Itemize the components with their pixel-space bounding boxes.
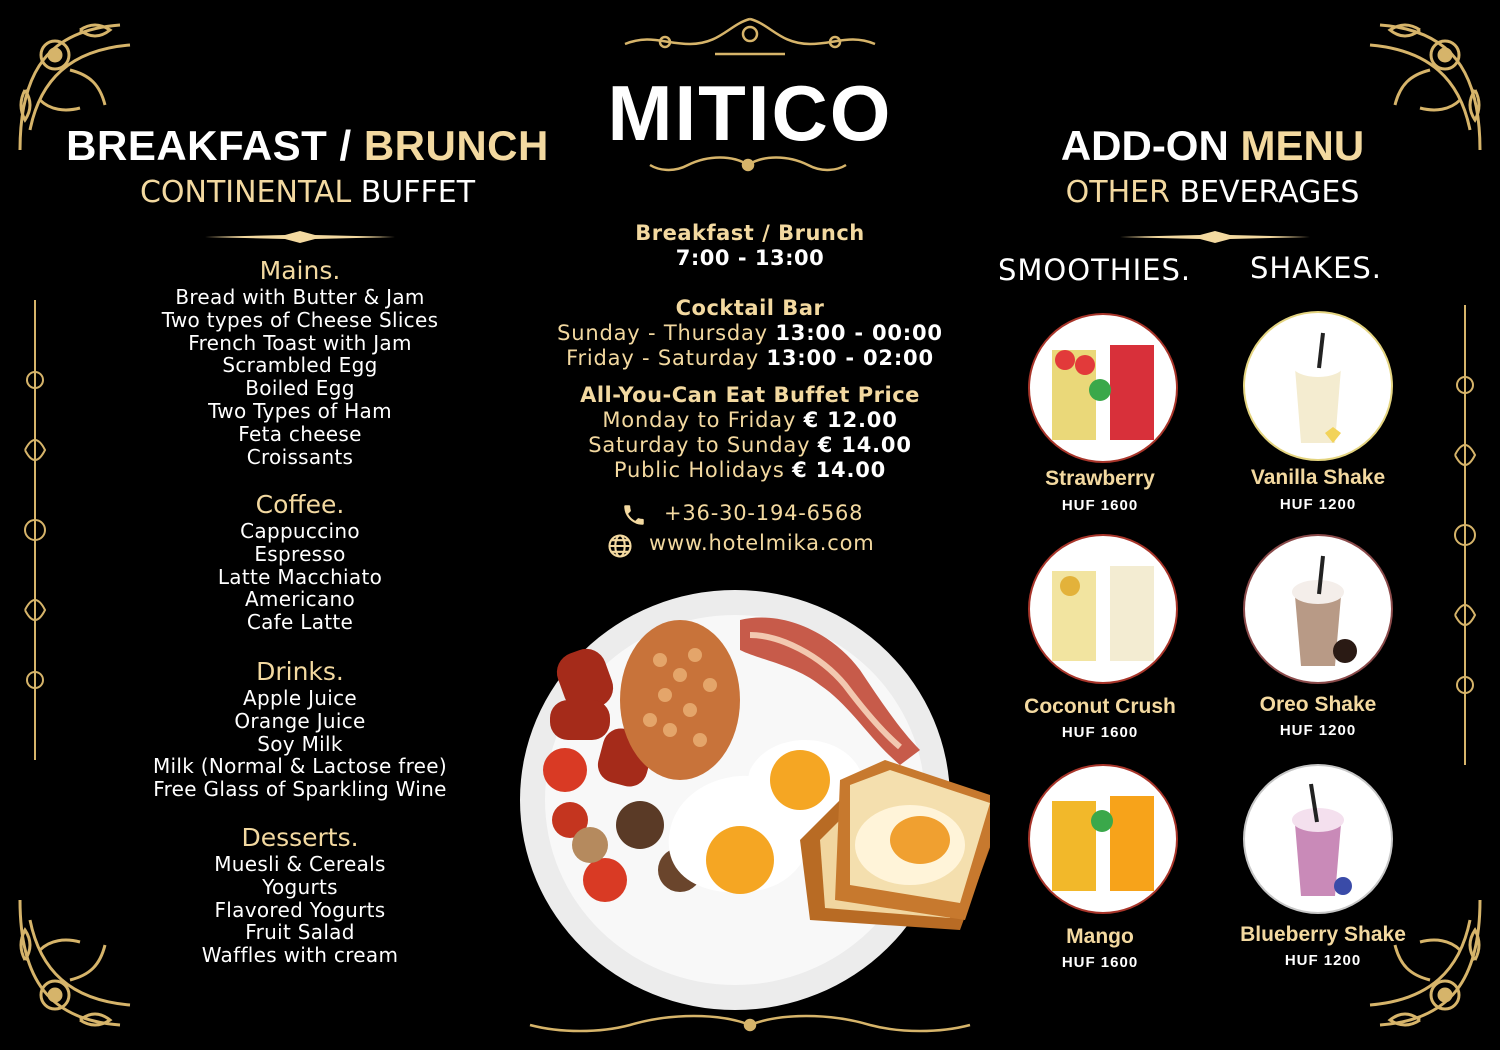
buffet-price: € 12.00 — [803, 408, 898, 432]
breakfast-hours: 7:00 - 13:00 — [675, 246, 825, 270]
coconut-smoothie-image — [1028, 534, 1178, 684]
smoothie-name: Mango — [1066, 925, 1134, 948]
section-heading: Drinks. — [256, 657, 344, 686]
menu-item: Espresso — [254, 541, 346, 566]
oreo-shake-image — [1243, 534, 1393, 684]
smoothie-name: Coconut Crush — [1024, 695, 1176, 718]
shakes-heading: SHAKES. — [1250, 251, 1383, 285]
buffet-days: Public Holidays — [613, 458, 793, 482]
shake-price: HUF 1200 — [1284, 952, 1362, 969]
menu-item: Americano — [244, 587, 356, 612]
side-ornament-right — [1450, 305, 1480, 765]
buffet-row — [520, 458, 980, 483]
cocktail-block — [520, 296, 980, 371]
cocktail-days: Friday - Saturday — [566, 346, 767, 370]
smoothies-heading: SMOOTHIES. — [998, 253, 1192, 287]
breakfast-hours-block — [520, 221, 980, 271]
smoothie-price: HUF 1600 — [1061, 954, 1139, 971]
phone-number: +36-30-194-6568 — [664, 501, 864, 525]
menu-item: Milk (Normal & Lactose free) — [153, 754, 447, 779]
phone-icon — [620, 502, 648, 528]
section-heading: Desserts. — [241, 823, 359, 852]
cocktail-row — [520, 321, 980, 346]
buffet-price: € 14.00 — [792, 458, 887, 482]
menu-item: Cappuccino — [240, 519, 360, 543]
menu-item: Fruit Salad — [245, 920, 355, 945]
section-mains — [100, 256, 500, 468]
menu-item: Yogurts — [262, 874, 338, 899]
menu-item: French Toast with Jam — [188, 330, 412, 355]
section-drinks — [100, 657, 500, 801]
menu-item: Bread with Butter & Jam — [175, 285, 425, 309]
breakfast-label: Breakfast / Brunch — [635, 221, 865, 245]
shake-name: Vanilla Shake — [1250, 466, 1386, 489]
menu-item: Two Types of Ham — [208, 398, 392, 423]
right-sub-white: BEVERAGES — [1169, 175, 1360, 210]
right-title — [1020, 122, 1405, 170]
smoothie-name: Strawberry — [1045, 467, 1155, 490]
top-ornament — [615, 14, 885, 64]
buffet-price: € 14.00 — [817, 433, 912, 457]
buffet-row — [520, 408, 980, 433]
right-subtitle — [1020, 175, 1405, 210]
shake-price: HUF 1200 — [1279, 722, 1357, 739]
blueberry-shake-image — [1243, 764, 1393, 914]
menu-item: Muesli & Cereals — [214, 852, 386, 876]
cocktail-hours: 13:00 - 00:00 — [775, 321, 943, 345]
right-title-white: ADD-ON — [1060, 122, 1241, 169]
left-title — [60, 122, 555, 170]
cocktail-days: Sunday - Thursday — [557, 321, 776, 345]
globe-icon — [605, 532, 635, 560]
left-title-gold: BRUNCH — [363, 122, 549, 169]
buffet-row — [520, 433, 980, 458]
menu-item: Scrambled Egg — [222, 353, 378, 378]
mango-smoothie-image — [1028, 764, 1178, 914]
strawberry-smoothie-image — [1028, 313, 1178, 463]
menu-item: Boiled Egg — [245, 376, 355, 401]
shake-price: HUF 1200 — [1279, 496, 1357, 513]
cocktail-hours: 13:00 - 02:00 — [766, 346, 934, 370]
left-divider — [205, 229, 395, 243]
side-ornament-left — [20, 300, 50, 760]
right-title-gold: MENU — [1240, 122, 1365, 169]
shake-name: Blueberry Shake — [1240, 923, 1406, 946]
left-subtitle — [60, 175, 555, 210]
right-divider — [1120, 229, 1310, 243]
menu-item: Latte Macchiato — [217, 564, 383, 589]
menu-item: Orange Juice — [234, 708, 366, 733]
left-sub-white: BUFFET — [351, 175, 476, 210]
left-title-white: BREAKFAST / — [66, 122, 364, 169]
menu-item: Free Glass of Sparkling Wine — [153, 777, 447, 802]
buffet-days: Saturday to Sunday — [588, 433, 818, 457]
section-heading: Mains. — [259, 256, 341, 285]
section-heading: Coffee. — [255, 490, 345, 519]
breakfast-plate-image — [510, 580, 990, 1020]
menu-item: Flavored Yogurts — [214, 897, 386, 922]
left-sub-gold: CONTINENTAL — [139, 175, 352, 210]
vanilla-shake-image — [1243, 311, 1393, 461]
brand-title: MITICO — [607, 69, 893, 157]
section-desserts — [100, 823, 500, 967]
buffet-block — [520, 383, 980, 483]
menu-item: Cafe Latte — [246, 610, 354, 635]
menu-item: Feta cheese — [238, 421, 362, 446]
smoothie-price: HUF 1600 — [1061, 497, 1139, 514]
buffet-label: All-You-Can Eat Buffet Price — [580, 383, 920, 407]
cocktail-row — [520, 346, 980, 371]
menu-item: Soy Milk — [257, 731, 343, 756]
cocktail-label: Cocktail Bar — [675, 296, 825, 320]
section-coffee — [100, 490, 500, 634]
website-url: www.hotelmika.com — [649, 531, 875, 555]
website-row[interactable] — [605, 530, 905, 560]
menu-item: Waffles with cream — [201, 943, 399, 968]
menu-item: Croissants — [246, 444, 354, 469]
phone-row[interactable] — [620, 500, 910, 530]
shake-name: Oreo Shake — [1259, 693, 1377, 716]
buffet-days: Monday to Friday — [602, 408, 804, 432]
menu-item: Apple Juice — [242, 686, 358, 710]
smoothie-price: HUF 1600 — [1061, 724, 1139, 741]
right-sub-gold: OTHER — [1065, 175, 1170, 210]
menu-item: Two types of Cheese Slices — [161, 307, 439, 332]
